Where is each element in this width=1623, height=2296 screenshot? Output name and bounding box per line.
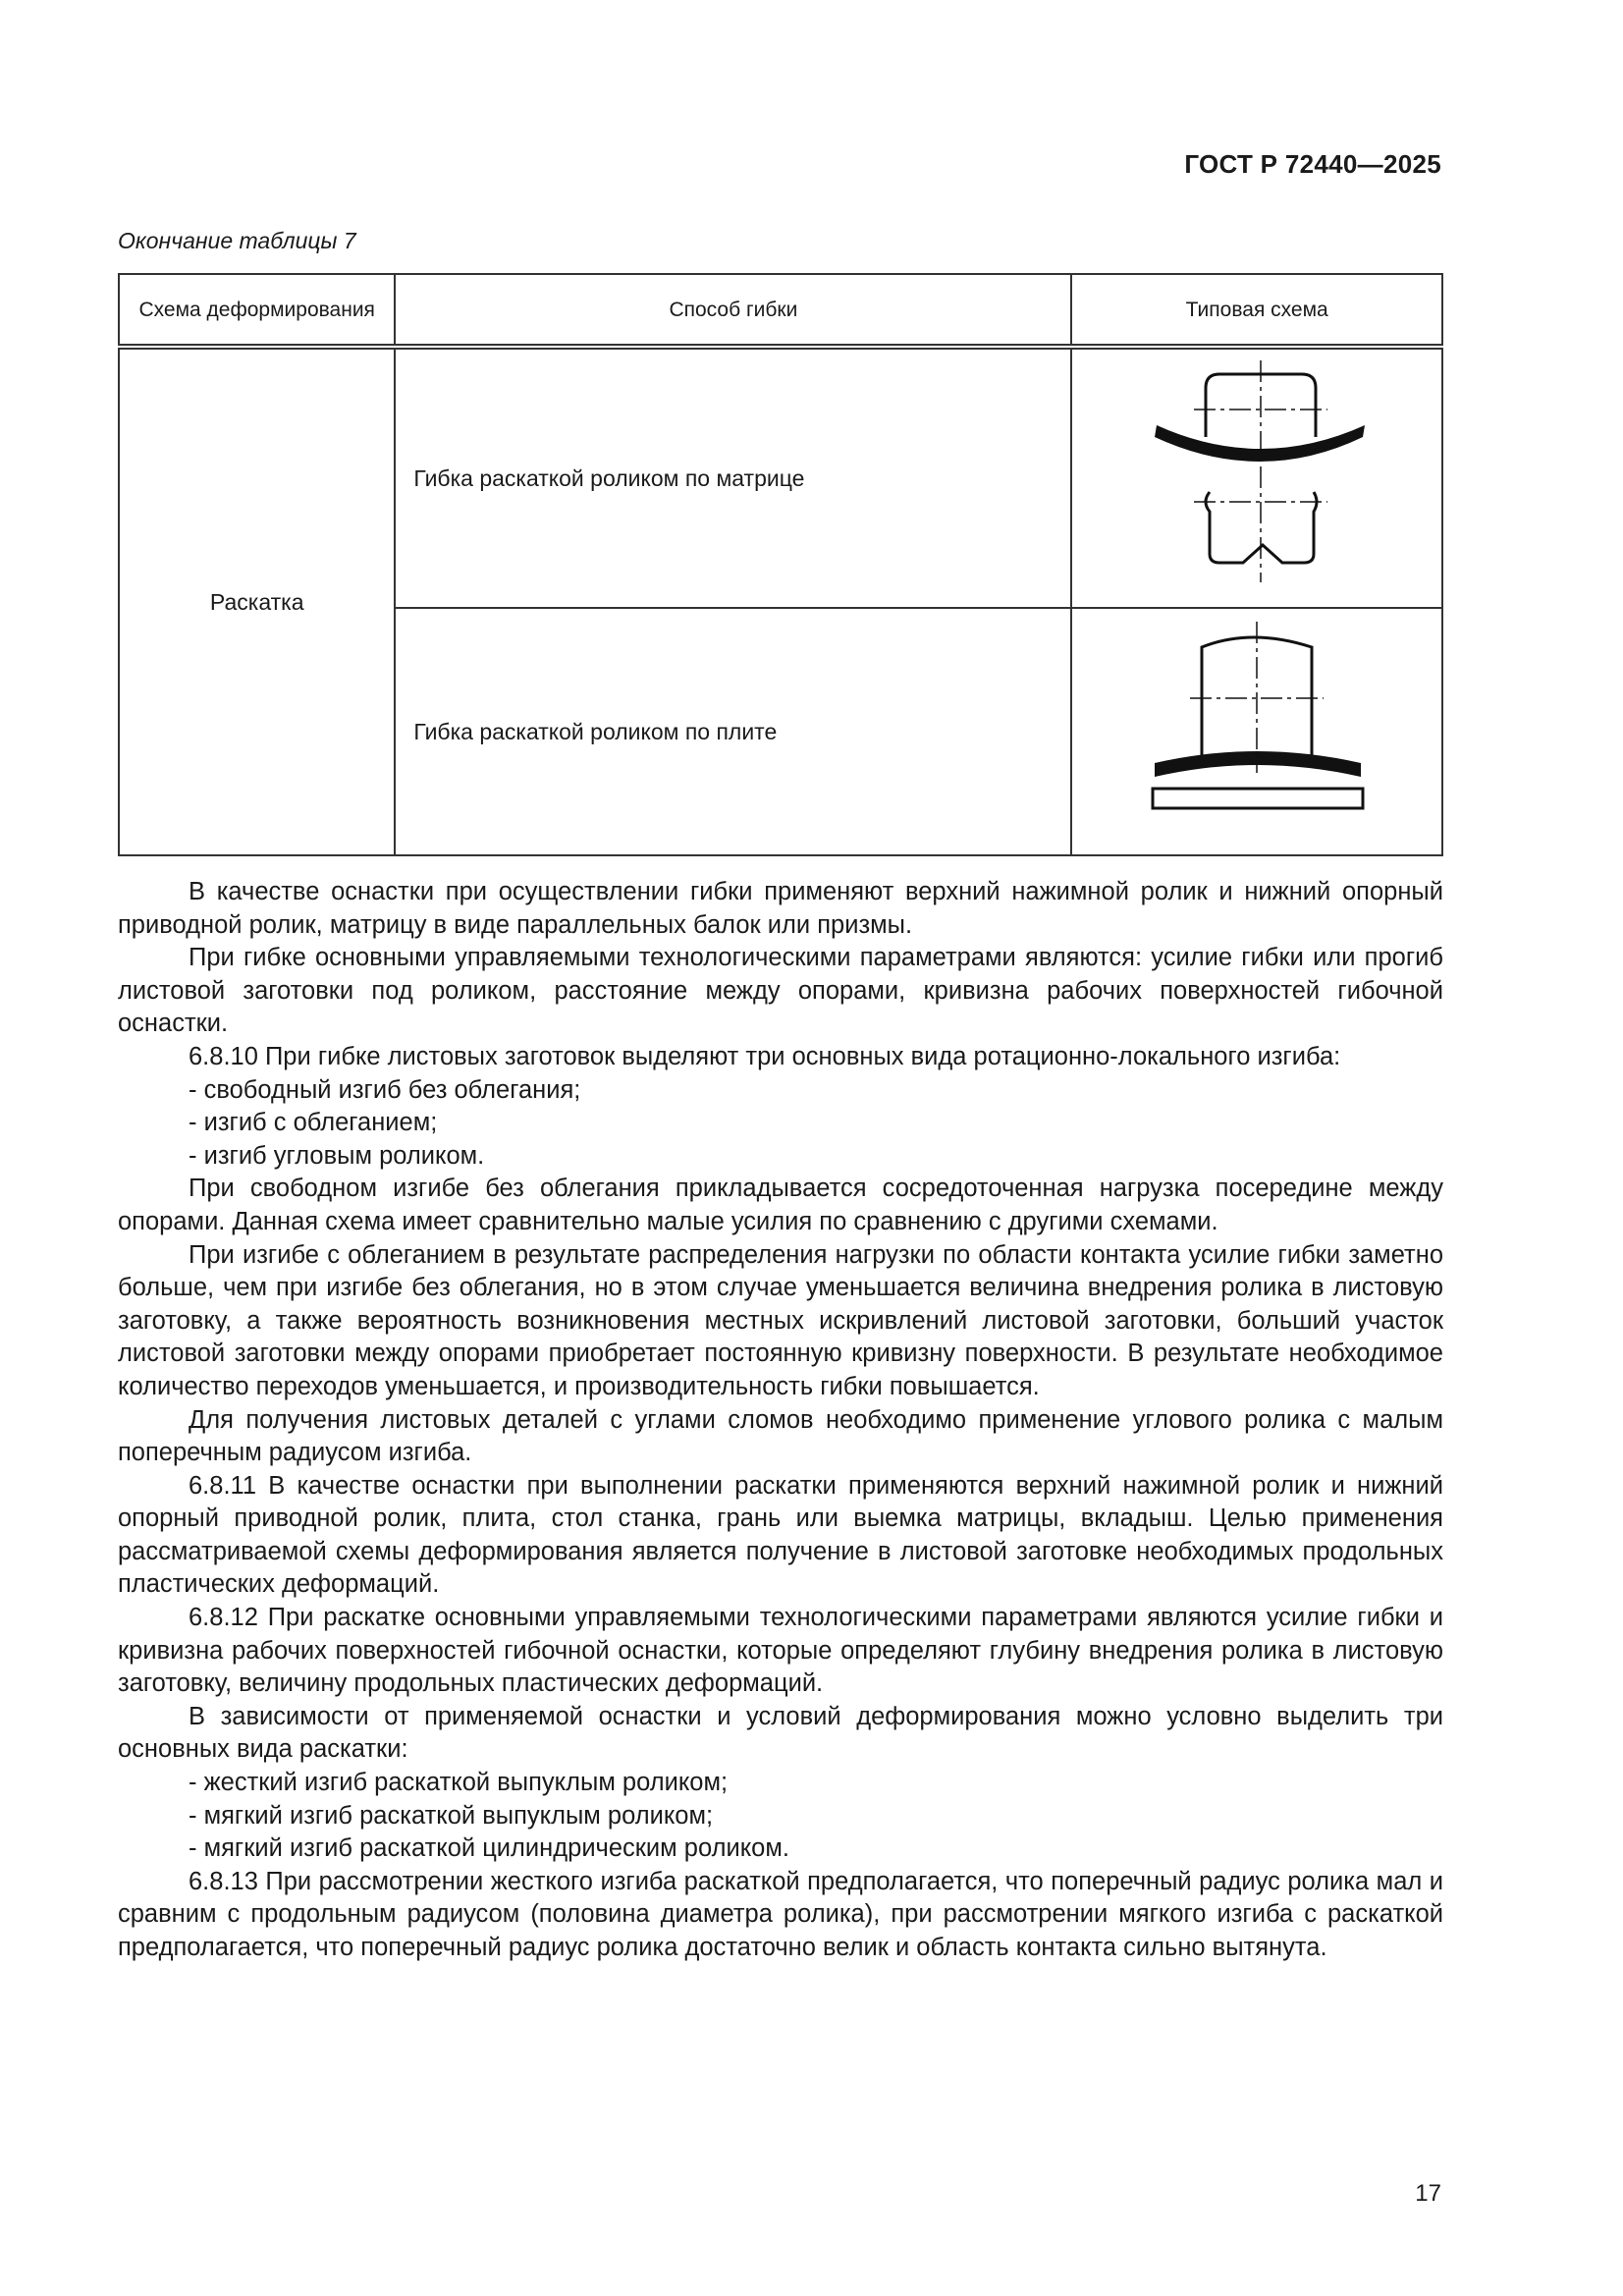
list-item: - свободный изгиб без облегания; [189,1075,581,1104]
paragraph: 6.8.13 При рассмотрении жесткого изгиба раскаткой предполагается, что поперечный радиус ролика мал и сравним с продольным радиусом (половина диаметра ролика), при рассмотрении мягкого изгиба с раскаткой предполагается, что поперечный радиус ролика достаточно велик и область контакта сильно вытянута. [118,1867,1443,1961]
figure-cell [1071,608,1442,855]
list-item: - мягкий изгиб раскаткой цилиндрическим роликом. [189,1834,789,1863]
paragraph: В качестве оснастки при осуществлении гибки применяют верхний нажимной ролик и нижний опорный приводной ролик, матрицу в виде параллельных балок или призмы. [118,878,1443,939]
paragraph: 6.8.10 При гибке листовых заготовок выделяют три основных вида ротационно-локального изгиба: [189,1042,1341,1070]
paragraph: При изгибе с облеганием в результате распределения нагрузки по области контакта усилие гибки заметно больше, чем при изгибе без облегания, но в этом случае уменьшается величина внедрения ролика в листовую заготовку, а также вероятность возникновения местных искривлений листовой заготовки, больший участок листовой заготовки между опорами приобретает постоянную кривизну поверхности. В результате необходимое количество переходов уменьшается, и производительность гибки повышается. [118,1240,1443,1400]
paragraph: Для получения листовых деталей с углами сломов необходимо применение углового ролика с малым поперечным радиусом изгиба. [118,1405,1443,1467]
bending-methods-table [118,273,1443,856]
list-item: - мягкий изгиб раскаткой выпуклым роликом; [189,1801,714,1830]
paragraph: При свободном изгибе без облегания прикладывается сосредоточенная нагрузка посередине между опорами. Данная схема имеет сравнительно малые усилия по сравнению с другими схемами. [118,1175,1443,1235]
paragraph: При гибке основными управляемыми технологическими параметрами являются: усилие гибки или прогиб листовой заготовки под роликом, расстояние между опорами, кривизна рабочих поверхностей гибочной оснастки. [118,944,1443,1038]
document-code: ГОСТ Р 72440—2025 [1184,149,1441,179]
column-header-scheme: Схема деформирования [119,274,395,347]
body-text [118,876,1443,1965]
paragraph: 6.8.11 В качестве оснастки при выполнении раскатки применяются верхний нажимной ролик и нижний опорный приводной ролик, плита, стол станка, грань или выемка матрицы, вкладыш. Целью применения рассматриваемой схемы деформирования является получение в листовой заготовке необходимых продольных пластических деформаций. [118,1471,1443,1599]
column-header-typical-scheme: Типовая схема [1071,274,1442,347]
table-header-row [119,274,1442,347]
paragraph: В зависимости от применяемой оснастки и условий деформирования можно условно выделить три основных вида раскатки: [118,1702,1443,1764]
list-item: - жесткий изгиб раскаткой выпуклым роликом; [189,1769,729,1797]
figure-cell [1071,347,1442,608]
column-header-method: Способ гибки [395,274,1071,347]
list-item: - изгиб угловым роликом. [189,1141,485,1170]
page-number: 17 [1415,2180,1441,2207]
roller-on-die-diagram-icon [1109,353,1404,598]
scheme-cell: Раскатка [119,347,395,855]
paragraph: 6.8.12 При раскатке основными управляемыми технологическими параметрами являются усилие гибки и кривизна рабочих поверхностей гибочной оснастки, которые определяют глубину внедрения ролика в листовую заготовку, величину продольных пластических деформаций. [118,1604,1443,1698]
list-item: - изгиб с облеганием; [189,1109,438,1137]
roller-on-plate-diagram-icon [1109,616,1404,842]
table-caption: Окончание таблицы 7 [118,228,356,253]
method-cell: Гибка раскаткой роликом по матрице [395,347,1071,608]
table-row [119,347,1442,608]
method-cell: Гибка раскаткой роликом по плите [395,608,1071,855]
